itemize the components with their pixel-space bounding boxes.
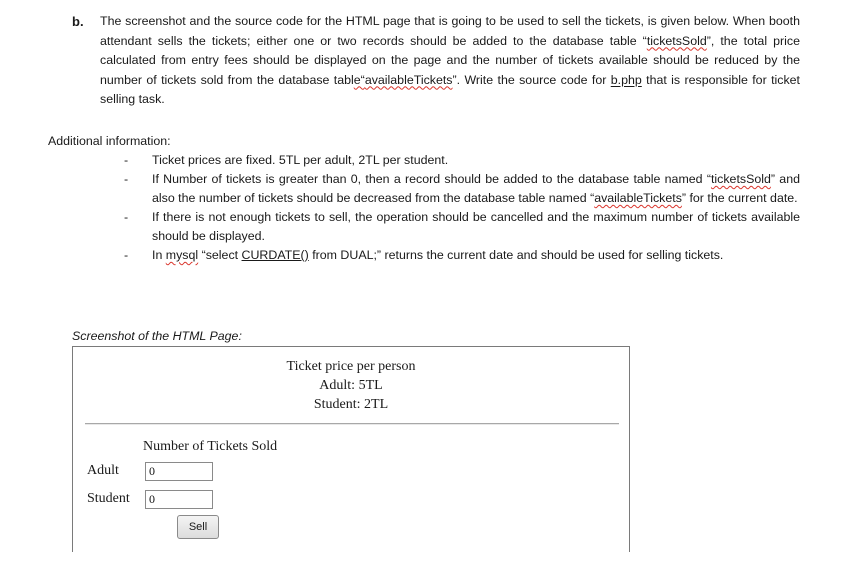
student-label: Student: [87, 491, 130, 506]
additional-info-heading: Additional information:: [48, 134, 171, 148]
additional-info-list: [120, 151, 800, 265]
adult-price: Adult: 5TL: [319, 378, 383, 393]
table-name-tickets-sold: ticketsSold: [646, 33, 707, 48]
price-block: [73, 357, 629, 414]
bullet-dash: -: [124, 248, 129, 262]
list-item: [120, 170, 800, 208]
list-item: [120, 208, 800, 246]
q-text-4: that is responsible for ticket selling task.: [100, 72, 800, 106]
bullet-text: from DUAL;” returns the current date and should be used for selling tickets.: [308, 248, 724, 262]
bullet-dash: -: [124, 210, 129, 224]
screenshot-caption: Screenshot of the HTML Page:: [72, 329, 242, 343]
table-name-available-tickets: availableTickets: [594, 191, 682, 205]
bullet-dash: -: [124, 172, 129, 186]
mysql-term: mysql: [165, 248, 199, 262]
bullet-text: Ticket prices are fixed. 5TL per adult, 2TL per student.: [152, 153, 449, 167]
bullet-text: If there is not enough tickets to sell, the operation should be cancelled and the maximum number of tickets available should be displayed.: [152, 210, 800, 243]
student-price: Student: 2TL: [313, 397, 389, 412]
price-title: Ticket price per person: [286, 359, 416, 374]
sell-button[interactable]: Sell: [177, 515, 219, 539]
adult-quantity-input[interactable]: [145, 462, 213, 481]
q-text-2: ”, the total price calculated from entry fees should be displayed on the page and the number of tickets available should be reduced by the number of tickets sold from the database tabl: [100, 33, 800, 87]
bullet-text: ” for the current date.: [681, 191, 798, 205]
file-name: b.php: [610, 72, 642, 87]
curdate-function: CURDATE(): [241, 248, 309, 262]
bullet-text: If Number of tickets is greater than 0, then a record should be added to the database table named “: [152, 172, 711, 186]
q-text-1: The screenshot and the source code for the HTML page that is going to be used to sell the tickets, is given below. When booth attendant sells the tickets; either one or two records should be added to the database table “: [100, 14, 800, 48]
list-item: [120, 151, 800, 170]
bullet-text: ” and also the number of tickets should be decreased from the database table named “: [152, 172, 800, 205]
tickets-sold-title: Number of Tickets Sold: [143, 439, 278, 454]
bullet-text: In: [152, 248, 166, 262]
student-quantity-input[interactable]: [145, 490, 213, 509]
list-item: [120, 246, 800, 265]
html-page-screenshot: [72, 346, 630, 552]
q-text-3: ”. Write the source code for: [452, 72, 611, 87]
bullet-dash: -: [124, 153, 129, 167]
horizontal-rule: [85, 423, 619, 425]
question-paragraph: [100, 12, 800, 110]
table-name-available-tickets: e“availableTickets: [353, 72, 453, 87]
table-name-tickets-sold: ticketsSold: [710, 172, 771, 186]
question-label: b.: [72, 14, 84, 29]
bullet-text: “select: [198, 248, 242, 262]
adult-label: Adult: [87, 463, 119, 478]
